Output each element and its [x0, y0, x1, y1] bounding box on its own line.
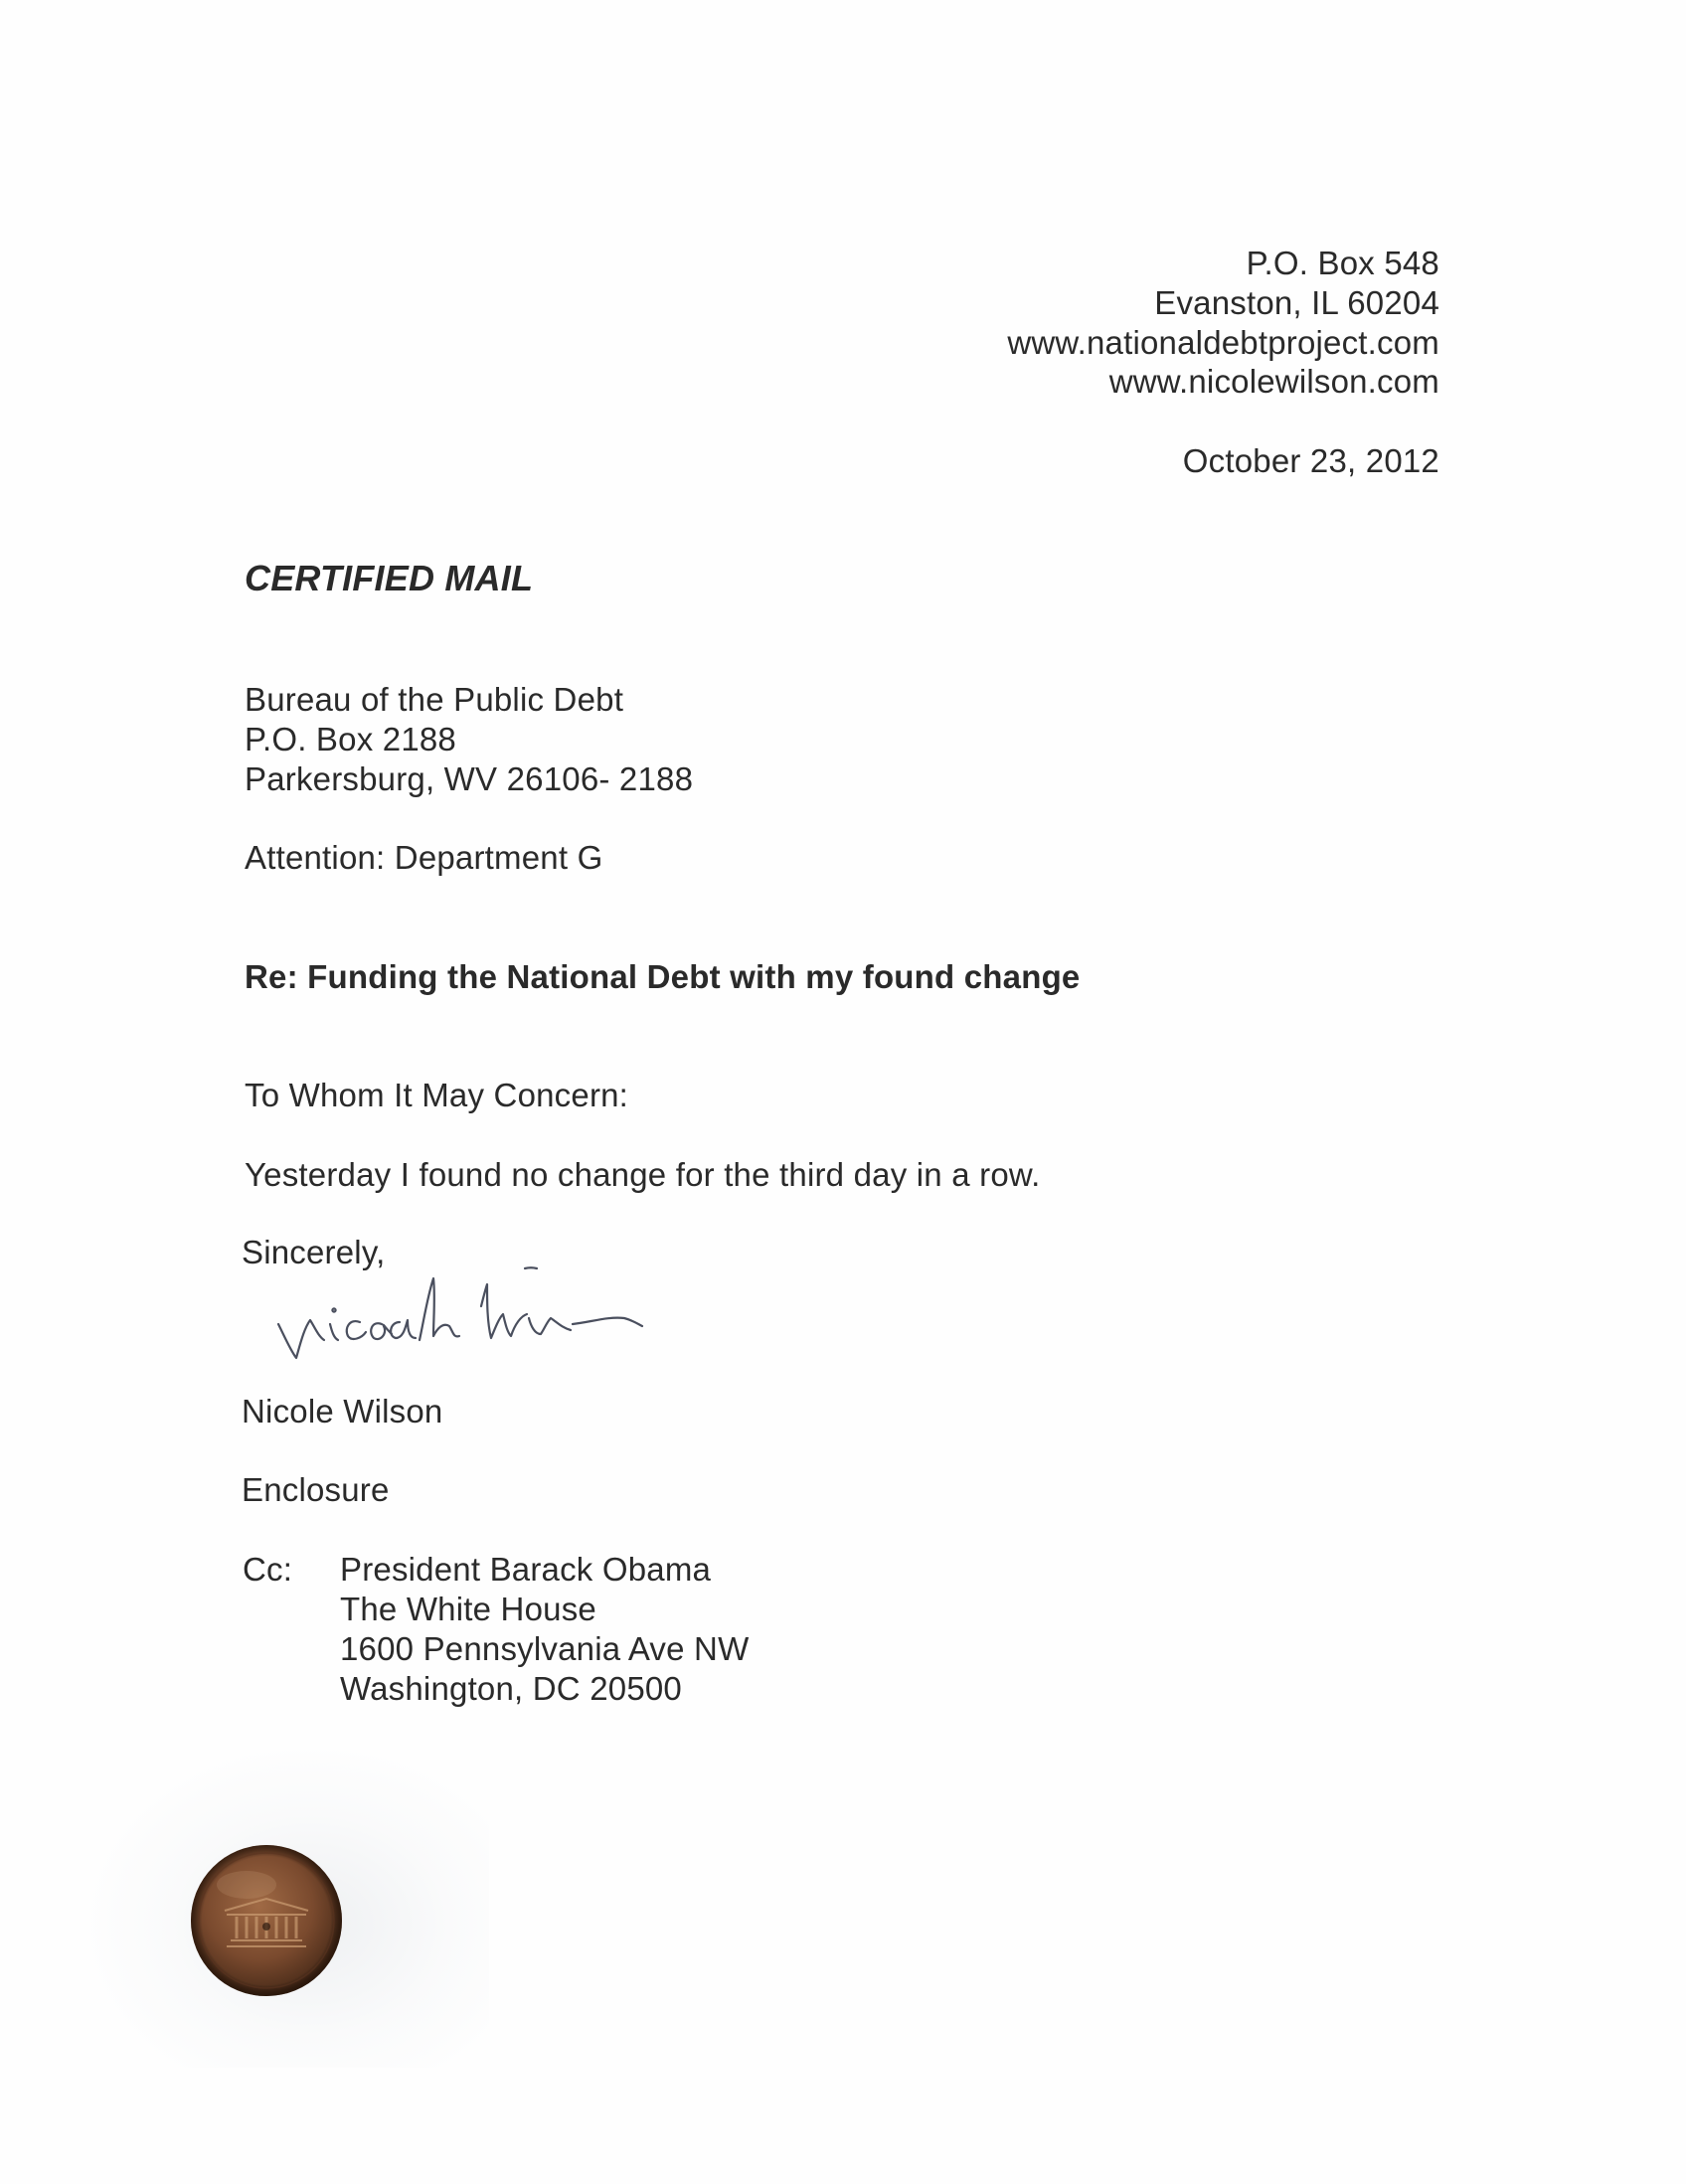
cc-label: Cc:	[243, 1551, 293, 1588]
cc-line-1: President Barack Obama	[340, 1551, 712, 1588]
signature-icon	[274, 1262, 672, 1382]
cc-line-2: The White House	[340, 1591, 596, 1627]
sender-website-2: www.nicolewilson.com	[1108, 363, 1439, 400]
cc-line-3: 1600 Pennsylvania Ave NW	[340, 1630, 750, 1667]
letter-body: Yesterday I found no change for the third day in a row.	[245, 1156, 1041, 1193]
penny-coin-icon	[187, 1841, 346, 2000]
salutation: To Whom It May Concern:	[245, 1077, 629, 1113]
sender-website-1: www.nationaldebtproject.com	[1007, 324, 1439, 361]
recipient-address-line-2: Parkersburg, WV 26106- 2188	[245, 760, 694, 797]
attention-line: Attention: Department G	[245, 839, 603, 876]
signer-name: Nicole Wilson	[242, 1393, 443, 1429]
recipient-name: Bureau of the Public Debt	[245, 681, 624, 718]
closing: Sincerely,	[242, 1234, 386, 1270]
delivery-method: CERTIFIED MAIL	[245, 558, 534, 598]
recipient-address-line-1: P.O. Box 2188	[245, 721, 456, 757]
cc-line-4: Washington, DC 20500	[340, 1670, 682, 1707]
sender-address-line-1: P.O. Box 548	[1246, 245, 1439, 281]
enclosure-notation: Enclosure	[242, 1471, 390, 1508]
subject-line: Re: Funding the National Debt with my found change	[245, 958, 1081, 995]
sender-address-line-2: Evanston, IL 60204	[1154, 284, 1439, 321]
letter-date: October 23, 2012	[1182, 442, 1439, 479]
